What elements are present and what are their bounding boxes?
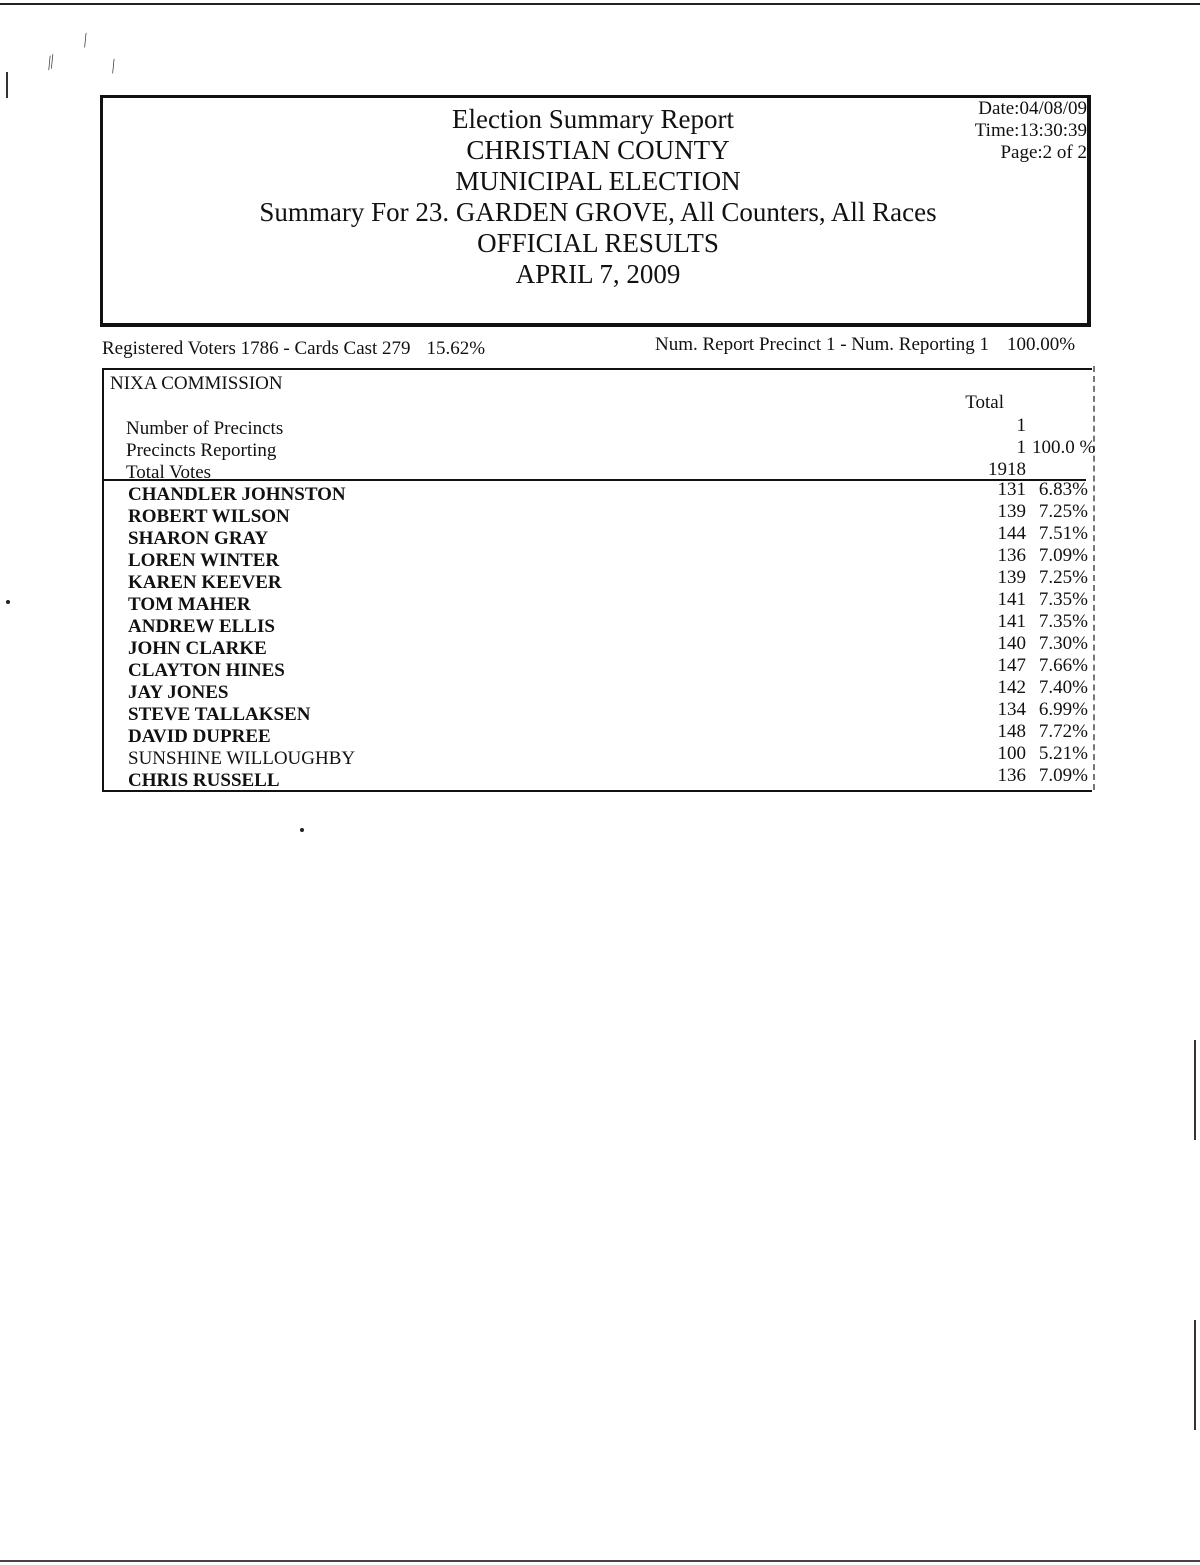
scan-top-edge — [0, 3, 1200, 5]
candidate-votes: 131 — [997, 479, 1026, 500]
candidate-row — [128, 523, 1088, 550]
candidate-percent: 7.30% — [1038, 633, 1088, 654]
candidate-row — [128, 743, 1088, 770]
report-header-box — [100, 95, 1091, 327]
summary-scope: Summary For 23. GARDEN GROVE, All Counters, All Races — [259, 197, 937, 227]
candidate-name: KAREN KEEVER — [128, 572, 282, 593]
candidate-percent: 7.51% — [1038, 523, 1088, 544]
candidate-votes: 139 — [997, 501, 1026, 522]
stat-row — [126, 415, 1086, 440]
candidate-votes: 147 — [997, 655, 1026, 676]
race-title: NIXA COMMISSION — [110, 373, 283, 394]
report-date: Date:04/08/09 — [978, 98, 1087, 119]
candidate-percent: 7.09% — [1038, 545, 1088, 566]
scan-right-mark — [1194, 1040, 1196, 1140]
report-title-block — [103, 104, 1093, 290]
candidate-votes: 142 — [997, 677, 1026, 698]
candidate-row — [128, 567, 1088, 594]
stat-value: 1918 — [988, 459, 1026, 480]
candidate-name: CHRIS RUSSELL — [128, 770, 280, 791]
page-number: Page:2 of 2 — [1000, 142, 1087, 163]
report-time: Time:13:30:39 — [974, 120, 1087, 141]
reporting-precincts: Num. Report Precinct 1 - Num. Reporting 1 — [655, 334, 990, 355]
candidate-votes: 141 — [997, 611, 1026, 632]
election-date: APRIL 7, 2009 — [515, 259, 681, 289]
candidate-name: SHARON GRAY — [128, 528, 269, 549]
reporting-percent: 100.00% — [1007, 334, 1076, 355]
pen-mark: ⁄ — [106, 56, 120, 76]
candidate-row — [128, 545, 1088, 572]
candidate-votes: 141 — [997, 589, 1026, 610]
candidate-name: JAY JONES — [128, 682, 229, 703]
candidate-percent: 6.99% — [1038, 699, 1088, 720]
candidate-percent: 7.72% — [1038, 721, 1088, 742]
stat-label: Total Votes — [126, 462, 212, 483]
report-title: Election Summary Report — [452, 104, 734, 134]
candidate-row — [128, 721, 1088, 748]
scan-dot — [6, 600, 10, 604]
candidate-votes: 100 — [997, 743, 1026, 764]
candidate-percent: 7.09% — [1038, 765, 1088, 786]
candidate-row — [128, 765, 1088, 792]
scan-left-mark — [6, 72, 8, 98]
voter-summary — [102, 338, 485, 360]
table-divider — [104, 479, 1086, 481]
candidate-percent: 7.40% — [1038, 677, 1088, 698]
candidate-votes: 148 — [997, 721, 1026, 742]
registered-voters-cards-cast: Registered Voters 1786 - Cards Cast 279 — [102, 338, 411, 359]
pen-mark: ⁄ — [78, 30, 92, 50]
pen-mark: ⁄⁄ — [43, 51, 59, 73]
candidate-row — [128, 589, 1088, 616]
candidate-row — [128, 699, 1088, 726]
candidate-name: CHANDLER JOHNSTON — [128, 484, 346, 505]
candidate-row — [128, 655, 1088, 682]
candidate-name: STEVE TALLAKSEN — [128, 704, 311, 725]
candidate-percent: 7.25% — [1038, 567, 1088, 588]
election-name: MUNICIPAL ELECTION — [455, 166, 741, 196]
race-box-right-edge — [1093, 366, 1095, 790]
candidate-votes: 144 — [997, 523, 1026, 544]
candidate-name: ANDREW ELLIS — [128, 616, 275, 637]
total-column-header: Total — [965, 392, 1004, 413]
candidate-votes: 134 — [997, 699, 1026, 720]
candidate-percent: 7.35% — [1038, 611, 1088, 632]
county-name: CHRISTIAN COUNTY — [466, 135, 730, 165]
candidate-name: ROBERT WILSON — [128, 506, 290, 527]
scan-dot — [300, 828, 304, 832]
turnout-percent: 15.62% — [426, 338, 486, 359]
stat-label: Number of Precincts — [126, 418, 284, 439]
candidate-name: JOHN CLARKE — [128, 638, 267, 659]
candidate-percent: 6.83% — [1038, 479, 1088, 500]
candidate-name: LOREN WINTER — [128, 550, 280, 571]
scan-bottom-edge — [0, 1560, 1200, 1562]
scan-right-mark — [1194, 1320, 1196, 1430]
candidate-votes: 140 — [997, 633, 1026, 654]
report-meta — [975, 98, 1087, 164]
reporting-summary — [655, 334, 1075, 356]
stat-label: Precincts Reporting — [126, 440, 277, 461]
candidate-name: SUNSHINE WILLOUGHBY — [128, 748, 356, 769]
candidate-name: TOM MAHER — [128, 594, 251, 615]
candidate-row — [128, 501, 1088, 528]
candidate-row — [128, 677, 1088, 704]
stat-percent: 100.0 % — [1032, 437, 1096, 458]
candidate-name: CLAYTON HINES — [128, 660, 285, 681]
candidate-row — [128, 479, 1088, 506]
candidate-votes: 136 — [997, 765, 1026, 786]
candidate-votes: 139 — [997, 567, 1026, 588]
candidate-percent: 7.25% — [1038, 501, 1088, 522]
candidate-row — [128, 611, 1088, 638]
candidate-name: DAVID DUPREE — [128, 726, 271, 747]
candidate-votes: 136 — [997, 545, 1026, 566]
stat-value: 1 — [1016, 415, 1026, 436]
stat-value: 1 — [1016, 437, 1026, 458]
candidate-percent: 7.66% — [1038, 655, 1088, 676]
results-status: OFFICIAL RESULTS — [477, 228, 719, 258]
candidate-percent: 7.35% — [1038, 589, 1088, 610]
race-results-box — [102, 368, 1096, 792]
stat-row — [126, 437, 1096, 462]
candidate-percent: 5.21% — [1038, 743, 1088, 764]
candidate-row — [128, 633, 1088, 660]
